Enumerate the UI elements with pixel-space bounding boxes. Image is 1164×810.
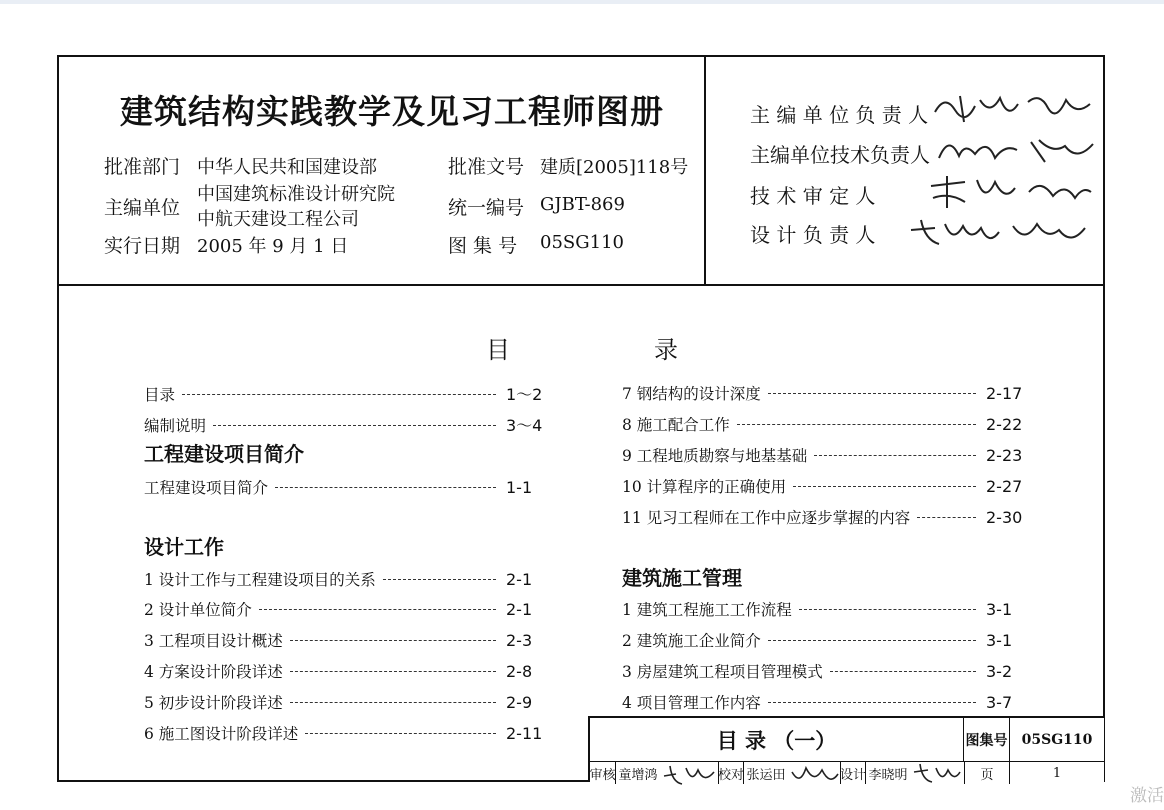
section-heading-design-work: 设计工作: [144, 535, 224, 559]
toc-entry[interactable]: 7 钢结构的设计深度 2-17: [622, 384, 1023, 403]
toc-entry[interactable]: 2 设计单位简介 2-1: [144, 600, 533, 619]
page-label: 页: [964, 762, 1010, 784]
toc-entry[interactable]: 1 建筑工程施工工作流程 3-1: [622, 600, 1013, 619]
section-heading-project-intro: 工程建设项目简介: [144, 442, 304, 466]
reviewer-name: 童增鸿: [618, 767, 658, 783]
atlas-no-cell-label: 图集号: [964, 718, 1010, 762]
checker-signature: [788, 758, 842, 786]
toc-entry[interactable]: 9 工程地质勘察与地基基础 2-23: [622, 446, 1023, 465]
designer-signature: [910, 758, 964, 786]
unified-no-label: 统一编号: [448, 197, 525, 219]
section-heading-construction-mgmt: 建筑施工管理: [622, 566, 742, 590]
approval-dept-label: 批准部门: [104, 156, 181, 178]
toc-entry[interactable]: 目录 1～2: [144, 385, 543, 404]
check-label: 校对: [718, 762, 744, 784]
sheet-title: 目 录 （一）: [590, 718, 964, 762]
header-divider-vertical: [704, 56, 706, 285]
unified-no: GJBT-869: [540, 194, 625, 215]
atlas-title: 建筑结构实践教学及见习工程师图册: [120, 92, 664, 131]
toc-title-left: 目: [486, 336, 510, 364]
toc-entry[interactable]: 3 房屋建筑工程项目管理模式 3-2: [622, 662, 1013, 681]
toc-entry[interactable]: 2 建筑施工企业简介 3-1: [622, 631, 1013, 650]
toc-entry[interactable]: 8 施工配合工作 2-22: [622, 415, 1023, 434]
designer-name: 李晓明: [868, 767, 908, 783]
atlas-no-cell-value: 05SG110: [1010, 718, 1104, 762]
toc-entry[interactable]: 编制说明 3～4: [144, 416, 543, 435]
toc-entry[interactable]: 10 计算程序的正确使用 2-27: [622, 477, 1023, 496]
toc-entry[interactable]: 5 初步设计阶段详述 2-9: [144, 693, 533, 712]
editor-unit-1: 中国建筑标准设计研究院: [197, 184, 395, 205]
toc-entry[interactable]: 4 项目管理工作内容 3-7: [622, 693, 1013, 712]
toc-entry[interactable]: 4 方案设计阶段详述 2-8: [144, 662, 533, 681]
signature-unit-head: [930, 86, 1100, 130]
activation-watermark: 激活: [1130, 786, 1164, 806]
approval-dept: 中华人民共和国建设部: [197, 157, 377, 178]
title-block: [588, 716, 1104, 782]
signature-design-head: [905, 210, 1095, 254]
unit-tech-head-label: 主编单位技术负责人: [750, 143, 930, 167]
toc-entry[interactable]: 11 见习工程师在工作中应逐步掌握的内容 2-30: [622, 508, 1023, 527]
atlas-no: 05SG110: [540, 232, 624, 253]
editor-unit-2: 中航天建设工程公司: [197, 209, 359, 230]
impl-date: 2005 年 9 月 1 日: [197, 236, 349, 257]
toc-title-right: 录: [654, 336, 678, 364]
atlas-no-label: 图 集 号: [448, 235, 518, 257]
top-toolbar-strip: [0, 0, 1164, 4]
approval-doc: 建质[2005]118号: [540, 157, 689, 178]
toc-entry[interactable]: 3 工程项目设计概述 2-3: [144, 631, 533, 650]
page-value: 1: [1052, 765, 1062, 781]
signature-unit-tech-head: [935, 128, 1100, 172]
reviewer-signature: [660, 758, 720, 786]
tech-reviewer-label: 技 术 审 定 人: [750, 184, 876, 208]
editor-unit-label: 主编单位: [104, 197, 181, 219]
toc-entry[interactable]: 1 设计工作与工程建设项目的关系 2-1: [144, 570, 533, 589]
toc-entry[interactable]: 工程建设项目简介 1-1: [144, 478, 533, 497]
checker-name: 张运田: [746, 767, 786, 783]
design-label: 设计: [840, 762, 866, 784]
review-label: 审核: [590, 762, 616, 784]
impl-date-label: 实行日期: [104, 235, 181, 257]
signature-tech-reviewer: [925, 168, 1095, 212]
design-head-label: 设 计 负 责 人: [750, 223, 876, 247]
unit-head-label: 主 编 单 位 负 责 人: [750, 103, 929, 127]
approval-doc-label: 批准文号: [448, 156, 525, 178]
toc-entry[interactable]: 6 施工图设计阶段详述 2-11: [144, 724, 543, 743]
header-divider-horizontal: [58, 284, 1104, 286]
